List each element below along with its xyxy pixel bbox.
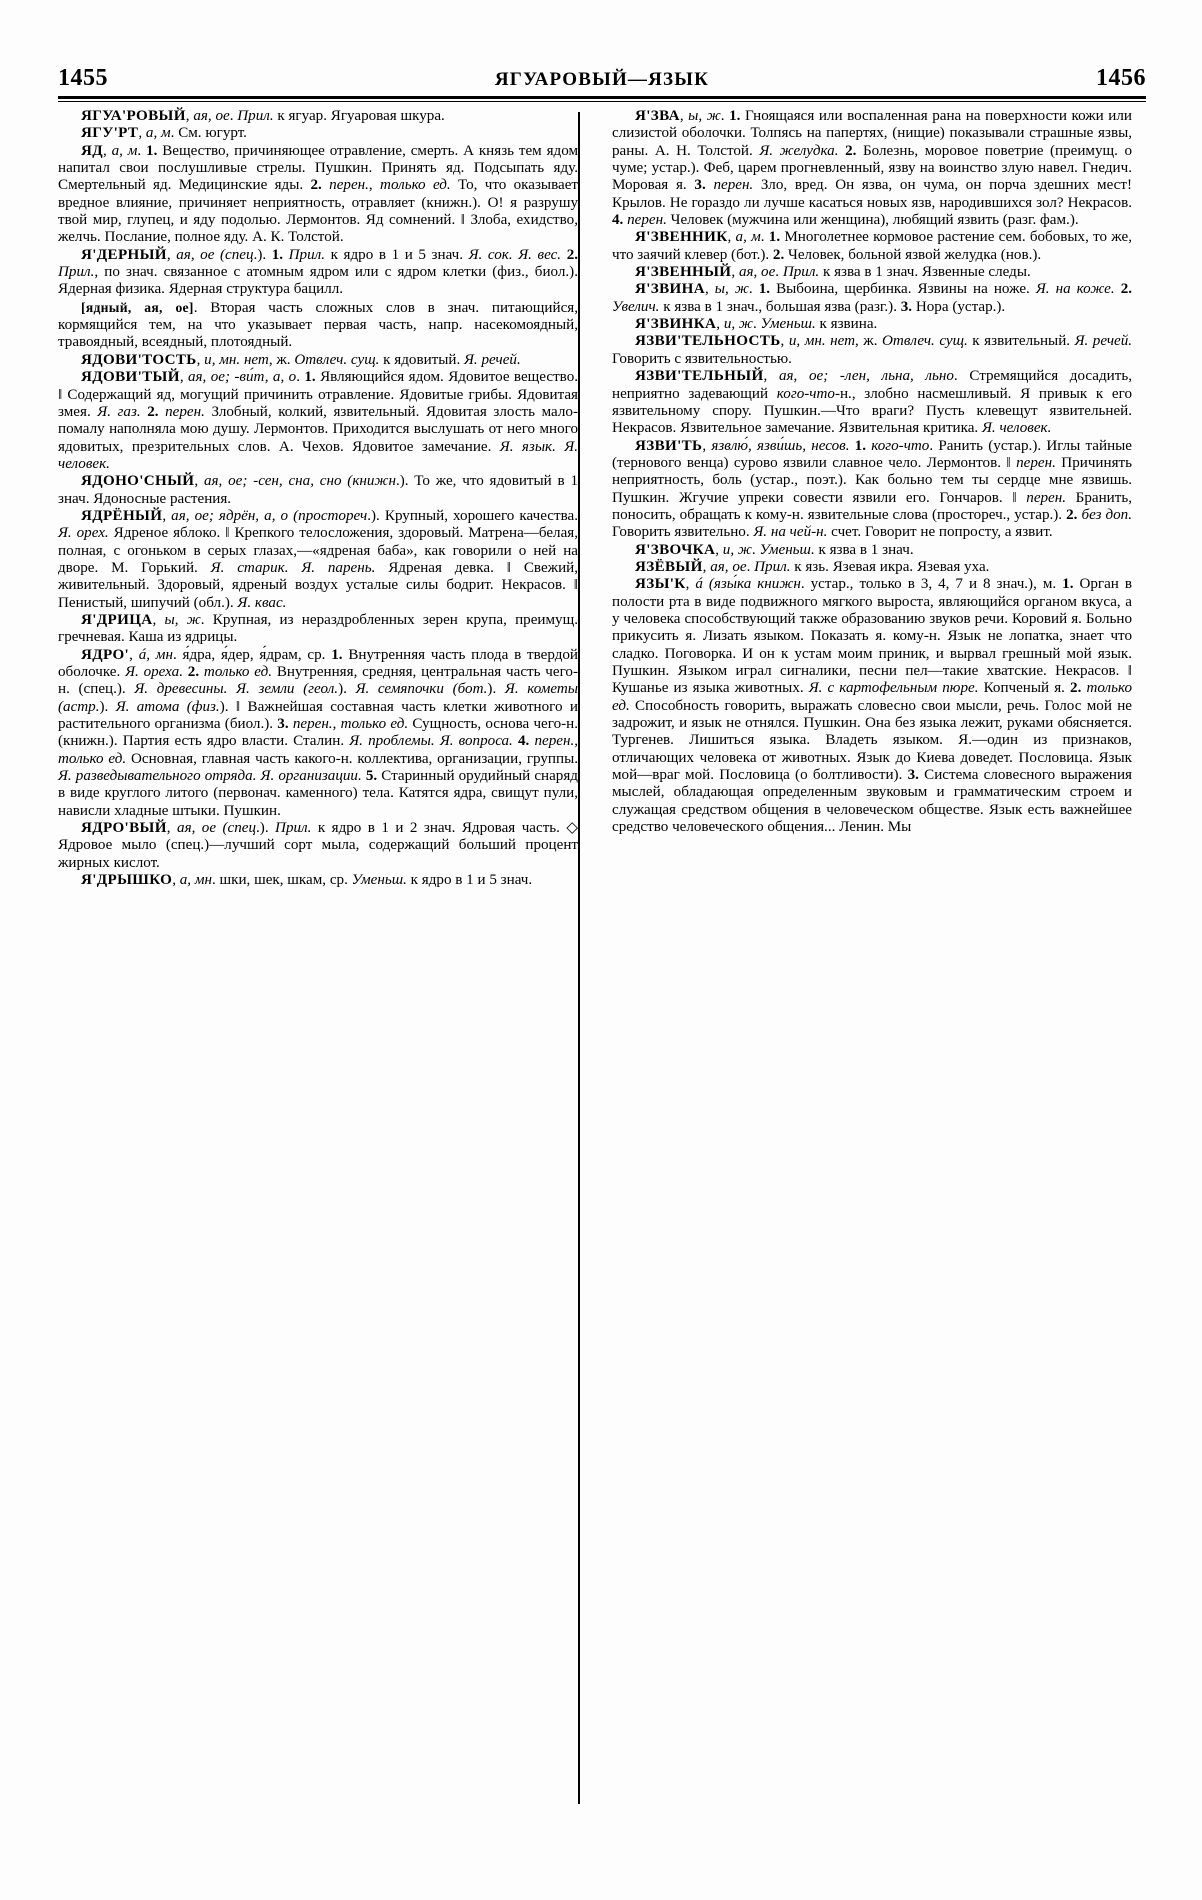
entry-headword: ЯЗВИ'ТЕЛЬНОСТЬ: [635, 333, 781, 350]
entry-headword: Я'ЗВИНКА: [635, 316, 717, 333]
dictionary-entry: [58, 352, 578, 369]
running-head: ЯГУАРОВЫЙ—ЯЗЫК: [494, 69, 710, 90]
entry-body: , á, мн. я́дра, я́дер, я́драм, ср. 1. Внутренняя часть плода в твердой оболочке. Я. ореха. 2. только ед. Внутренняя, средняя, центральная часть чего-н. (спец.). Я. древесины. Я. земли (геол.). Я. семяпочки (бот.). Я. кометы (астр.). Я. атома (физ.). ‖ Важнейшая составная часть клетки животного и растительного организма (биол.). 3. перен., только ед. Сущность, основа чего-н. (книжн.). Партия есть ядро власти. Сталин. Я. проблемы. Я. вопроса. 4. перен., только ед. Основная, главная часть какого-н. коллектива, организации, группы. Я. разведывательного отряда. Я. организации. 5. Старинный орудийный снаряд в виде круглого литого (первонач. каменного) тела. Катятся ядра, свищут пули, нависли хладные штыки. Пушкин.: [58, 647, 578, 819]
entry-headword: ЯЗЫ'К: [635, 576, 686, 593]
entry-headword: ЯД: [81, 142, 103, 159]
entry-body: , ы, ж. 1. Выбоина, щербинка. Язвины на ноже. Я. на коже. 2. Увелич. к язва в 1 знач., большая язва (разг.). 3. Нора (устар.).: [612, 281, 1133, 315]
dictionary-entry: [58, 143, 578, 247]
entry-headword: Я'ЗВИНА: [635, 281, 705, 298]
dictionary-entry: [58, 247, 578, 299]
entry-body: , а, м. См. югурт.: [138, 125, 247, 142]
dictionary-entry: [612, 438, 1132, 542]
column-divider: [578, 112, 580, 1804]
sense-separator: [236, 699, 240, 715]
entry-headword: ЯДРО'ВЫЙ: [81, 820, 167, 837]
entry-body: , а, мн. шки, шек, шкам, ср. Уменьш. к ядро в 1 и 5 знач.: [172, 872, 533, 889]
dictionary-entry: [58, 612, 578, 647]
entry-headword: ЯГУ'РТ: [81, 125, 139, 142]
dictionary-entry: [612, 316, 1132, 333]
sense-separator: [1006, 455, 1010, 471]
dictionary-entry: [58, 125, 578, 142]
entry-body: , ая, ое. Прил. к язь. Язевая икра. Язевая уха.: [702, 558, 990, 575]
entry-body: , ая, ое; -сен, сна, сно (книжн.). То же, что ядовитый в 1 знач. Ядоносные растения.: [58, 473, 578, 507]
entry-headword: ЯДОНО'СНЫЙ: [81, 473, 195, 490]
entry-body: , ы, ж. 1. Гноящаяся или воспаленная рана на поверхности кожи или слизистой оболочки. Толпясь на папертях, (нищие) показывали страшные язвы, раны. А. Н. Толстой. Я. желудка. 2. Болезнь, моровое поветрие (преимущ. о чуме; устар.). Феб, царем прогневленный, язву на воинство злую навел. Гнедич. Моровая я. 3. перен. Зло, вред. Он язва, он чума, он порча здешних мест! Крылов. Не гораздо ли лучше касаться новых язв, народившихся зол? Некрасов. 4. перен. Человек (мужчина или женщина), любящий язвить (разг. фам.).: [612, 108, 1133, 229]
entry-headword: Я'ДРИЦА: [81, 611, 153, 628]
entry-body: , á (язы́ка книжн. устар., только в 3, 4, 7 и 8 знач.), м. 1. Орган в полости рта в виде подвижного мягкого выроста, являющийся органом вкуса, а у человека способствующий также образованию звуков речи. Коровий я. Больно прикусить я. Лизать языком. Показать я. кому-н. Язык не лопатка, знает что сладко. Поговорка. И он к устам моим приник, и вырвал грешный мой язык. Пушкин. Языком играл сигналики, песни пел—такие хватские. Некрасов. ‖ Кушанье из языка животных. Я. с картофельным пюре. Копченый я. 2. только ед. Способность говорить, выражать словесно свои мысли, речь. Голос мой не задрожит, и язык не отнялся. Пушкин. Она без языка лежит, руками обясняется. Тургенев. Лишиться языка. Владеть языком. Я.—один из признаков, отличающих человека от животных. Язык до Киева доведет. Пословица. Язык мой—враг мой. Пословица (о болтливости). 3. Система словесного выражения мыслей, обладающая определенным звуковым и грамматическим строем и служащая средством общения в человеческом обществе. Язык есть важнейшее средство человеческого общения... Ленин. Мы: [612, 576, 1132, 835]
dictionary-entry: [612, 542, 1132, 559]
column-right: [590, 108, 1132, 1828]
header-rule-thick: [58, 96, 1146, 99]
entry-headword: Я'ЗВЕННИК: [635, 229, 728, 246]
entry-body: , ая, ое (спец.). 1. Прил. к ядро в 1 и 5 знач. Я. сок. Я. вес. 2. Прил., по знач. связанное с атомным ядром или с ядром клетки (физ., биол.). Ядерная физика. Ядерная структура бацилл.: [58, 246, 579, 298]
dictionary-entry: [612, 108, 1132, 229]
dictionary-entry: [58, 108, 578, 125]
entry-body: , ы, ж. Крупная, из нераздробленных зерен крупа, преимущ. гречневая. Каша из ядрицы.: [58, 611, 579, 646]
entry-headword: Я'ЗВА: [635, 108, 680, 124]
entry-body: , ая, ое; -лен, льна, льно. Стремящийся досадить, неприятно задевающий кого-что-н., злобно насмешливый. Я привык к его язвительному спору. Пушкин.—Что враги? Пусть клевещут язвительней. Некрасов. Язвительное замечание. Язвительная критика. Я. человек.: [612, 368, 1132, 437]
sense-separator: [1012, 490, 1016, 506]
column-left: [58, 108, 590, 1828]
dictionary-entry: [612, 368, 1132, 437]
entry-headword: Я'ДЕРНЫЙ: [81, 246, 167, 263]
entry-headword: ЯЗВИ'ТЕЛЬНЫЙ: [635, 368, 764, 385]
folio-right: 1456: [1096, 65, 1146, 91]
entry-body: , и, ж. Уменьш. к язвина.: [716, 316, 878, 333]
dictionary-entry: [58, 369, 578, 473]
entry-body: , язвлю́, язви́шь, несов. 1. кого-что. Ранить (устар.). Иглы тайные (тернового венца) сурово язвили славное чело. Лермонтов. ‖ перен. Причинять неприятность, боль (устар., поэт.). Как больно тем ты сердце мне язвишь. Пушкин. Жгучие упреки совести язвили его. Гончаров. ‖ перен. Бранить, поносить, обращать к кому-н. язвительные слова (простореч., устар.). 2. без доп. Говорить язвительно. Я. на чей-н. счет. Говорит не попросту, а язвит.: [612, 438, 1132, 541]
entry-body: , и, ж. Уменьш. к язва в 1 знач.: [715, 541, 914, 558]
sense-separator: [225, 525, 229, 541]
entry-body: , а, м. 1. Многолетнее кормовое растение сем. бобовых, то же, что заячий клевер (бот.). 2. Человек, больной язвой желудка (нов.).: [612, 229, 1133, 263]
sense-separator: [58, 387, 62, 403]
dictionary-entry: [58, 647, 578, 820]
entry-body: , а, м. 1. Вещество, причиняющее отравление, смерть. А князь тем ядом напитал свои послушливые стрелы. Пушкин. Принять яд. Подсыпать яду. Смертельный яд. Медицинские яды. 2. перен., только ед. То, что оказывает вредное влияние, причиняет неприятность, отравляет (книжн.). О! я разрушу твой мир, глупец, и яду подолью. Лермонтов. Яд сомнений. ‖ Злоба, ехидство, желчь. Послание, полное яду. А. К. Толстой.: [58, 143, 578, 246]
sense-separator: [461, 212, 465, 228]
dictionary-entry: [612, 576, 1132, 836]
sense-separator: [1128, 663, 1132, 679]
entry-body: , ая, ое; -ви́т, а, о. 1. Являющийся ядом. Ядовитое вещество. ‖ Содержащий яд, могущий причинить отравление. Ядовитые грибы. Ядовитая змея. Я. газ. 2. перен. Злобный, колкий, язвительный. Ядовитая злость мало-помалу наполняла мою душу. Лермонтов. Приходится выслушать от него много ядовитых, презрительных слов. А. Чехов. Ядовитое замечание. Я. язык. Я. человек.: [58, 369, 578, 472]
entry-headword: ЯЗВИ'ТЬ: [635, 437, 703, 454]
header-rule: [58, 96, 1146, 102]
dictionary-entry: [612, 264, 1132, 281]
entry-headword: ЯДРО': [81, 646, 130, 663]
entry-body: , и, мн. нет, ж. Отвлеч. сущ. к язвительный. Я. речей. Говорить с язвительностью.: [612, 333, 1133, 367]
folio-left: 1455: [58, 65, 108, 91]
entry-headword: [ядный, ая, ое]: [81, 299, 194, 315]
entry-headword: ЯДОВИ'ТЫЙ: [81, 369, 180, 386]
entry-headword: Я'ЗВОЧКА: [635, 541, 716, 558]
dictionary-entry: [58, 299, 578, 352]
dictionary-entry: [58, 473, 578, 508]
entry-headword: ЯДОВИ'ТОСТЬ: [81, 351, 197, 368]
dictionary-entry: [58, 872, 578, 889]
dictionary-entry: [58, 820, 578, 872]
entry-headword: ЯДРЁНЫЙ: [81, 507, 163, 524]
entry-headword: Я'ЗВЕННЫЙ: [635, 264, 732, 281]
idiom-marker: ◇: [566, 820, 579, 837]
page-header: [58, 58, 1146, 90]
entry-headword: ЯЗЁВЫЙ: [635, 558, 703, 575]
dictionary-entry: [612, 229, 1132, 264]
dictionary-entry: [612, 559, 1132, 576]
entry-body: , ая, ое (спец.). Прил. к ядро в 1 и 2 знач. Ядровая часть. ◇ Ядровое мыло (спец.)—лучший сорт мыла, содержащий больший процент жирных кислот.: [58, 820, 579, 871]
entry-body: . Вторая часть сложных слов в знач. питающийся, кормящийся тем, на что указывает первая часть, напр. насекомоядный, травоядный, всеядный, плотоядный.: [58, 299, 578, 351]
entry-headword: Я'ДРЫШКО: [81, 872, 173, 889]
entry-headword: ЯГУА'РОВЫЙ: [81, 108, 186, 124]
header-rule-thin: [58, 101, 1146, 102]
dictionary-entry: [612, 333, 1132, 368]
dictionary-entry: [612, 281, 1132, 316]
entry-body: , и, мн. нет, ж. Отвлеч. сущ. к ядовитый. Я. речей.: [196, 351, 521, 368]
entry-body: , ая, ое; ядрён, а, о (простореч.). Крупный, хорошего качества. Я. орех. Ядреное яблоко. ‖ Крепкого телосложения, здоровый. Матрена—белая, полная, с огоньком в серых глазах,—«ядреная баба», как говорили о ней на дворе. М. Горький. Я. старик. Я. парень. Ядреная девка. ‖ Свежий, живительный. Здоровый, ядреный воздух усталые силы бодрит. Некрасов. ‖ Пенистый, шипучий (обл.). Я. квас.: [58, 508, 578, 611]
dictionary-entry: [58, 508, 578, 612]
sense-separator: [507, 560, 511, 576]
entry-body: , ая, ое. Прил. к ягуар. Ягуаровая шкура.: [185, 108, 445, 124]
entry-body: , ая, ое. Прил. к язва в 1 знач. Язвенные следы.: [731, 264, 1031, 281]
page-columns: [58, 108, 1146, 1828]
